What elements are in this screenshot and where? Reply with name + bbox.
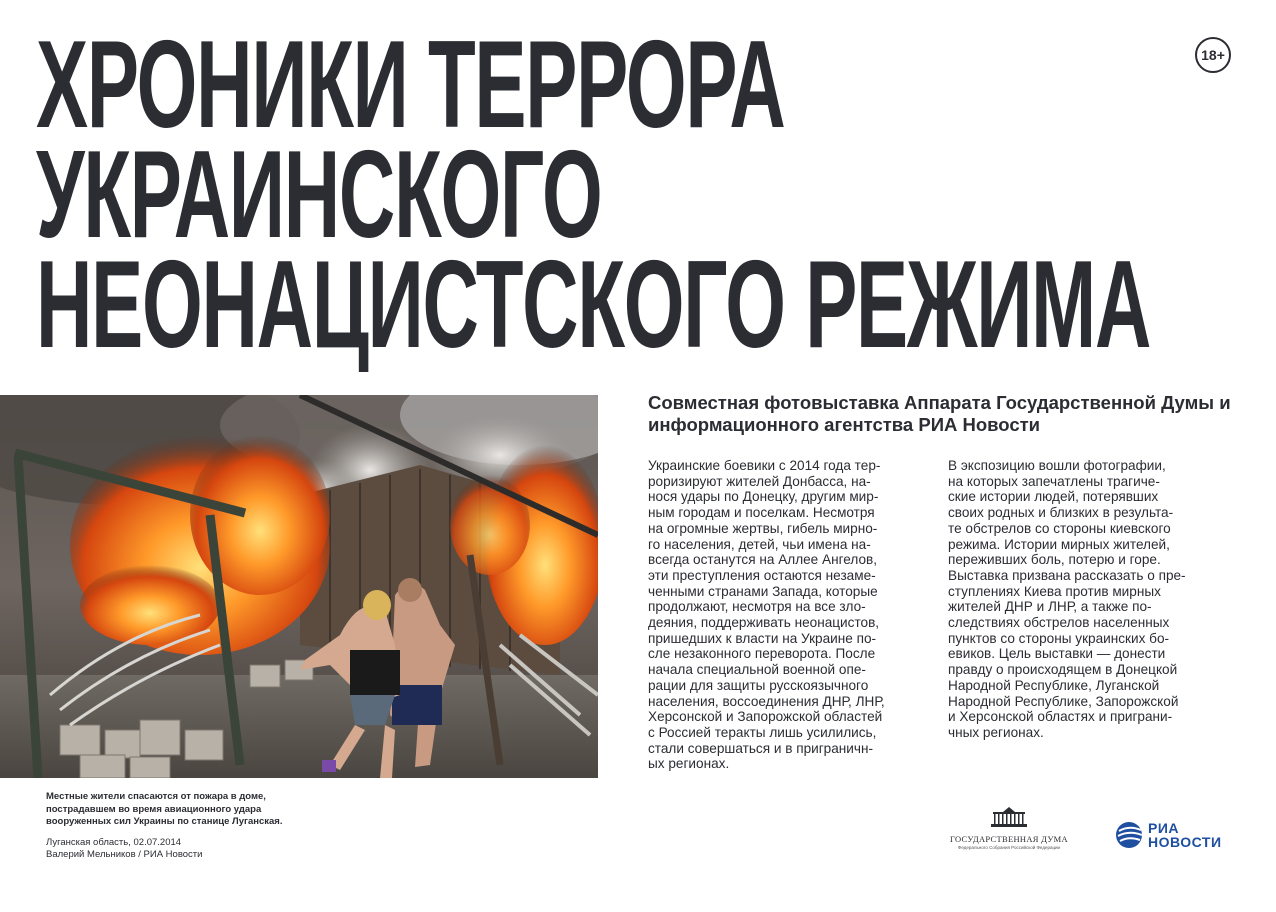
caption-line-3: вооруженных сил Украины по станице Луганская. [46,816,283,827]
body-text-right: В экспозицию вошли фотографии, на которых запечатлены трагиче- ские истории людей, потерявших своих родных и близких в результа- те обстрелов со стороны киевского режима. Истории мирных жителей, переживших боль, потерю и горе. Выставка призвана рассказать о пре- ступлениях Киева против мирных жителей ДНР и ЛНР, а также по- следствиях обстрелов населенных пунктов со стороны украинских бо- евиков. Цель выставки — донести правду о происходящем в Донецкой Народной Республике, Луганской Народной Республике, Запорожской и Херсонской областях и приграни- чных регионах. [948,458,1186,740]
caption-line-1: Местные жители спасаются от пожара в доме, [46,791,266,802]
duma-building-icon [989,806,1029,828]
ria-line-2: НОВОСТИ [1148,834,1222,850]
body-text-left: Украинские боевики с 2014 года тер- роризируют жителей Донбасса, на- нося удары по Донецку, другим мир- ным городам и поселкам. Несмотря на огромные жертвы, гибель мирно- го населения, детей, чьи имена на- всегда останутся на Аллее Ангелов, эти преступления остаются незаме- ченными странами Запада, которые продолжают, несмотря на все зло- деяния, поддерживать неонацистов, пришедших к власти на Украине по- сле незаконного переворота. После начала специальной военной опе- рации для защиты русскоязычного населения, воссоединения ДНР, ЛНР, Херсонской и Запорожской областей с Россией теракты лишь усилились, стали совершаться и в приграничн- ых регионах. [648,458,885,772]
caption-line-2: пострадавшем во время авиационного удара [46,803,262,815]
ria-globe-icon [1115,821,1143,849]
duma-name: ГОСУДАРСТВЕННАЯ ДУМА [950,834,1068,844]
title-line-1: ХРОНИКИ ТЕРРОРА [36,16,785,154]
age-rating-badge: 18+ [1195,37,1231,73]
ria-novosti-logo [1115,818,1235,852]
ria-line-1: РИА [1148,820,1180,836]
state-duma-logo [946,806,1072,858]
exhibition-title [36,16,1151,374]
title-line-3: НЕОНАЦИСТСКОГО РЕЖИМА [36,236,1151,374]
photo-caption [46,791,346,862]
photo-location-date: Луганская область, 02.07.2014 [46,836,182,848]
duma-subtitle: Федерального Собрания Российской Федерации [957,845,1061,850]
fire-photo [0,395,598,778]
exhibition-subtitle: Совместная фотовыставка Аппарата Государственной Думы и информационного агентства РИА Новости [648,392,1231,435]
title-line-2: УКРАИНСКОГО [36,126,602,264]
photo-credit: Валерий Мельников / РИА Новости [46,849,203,860]
